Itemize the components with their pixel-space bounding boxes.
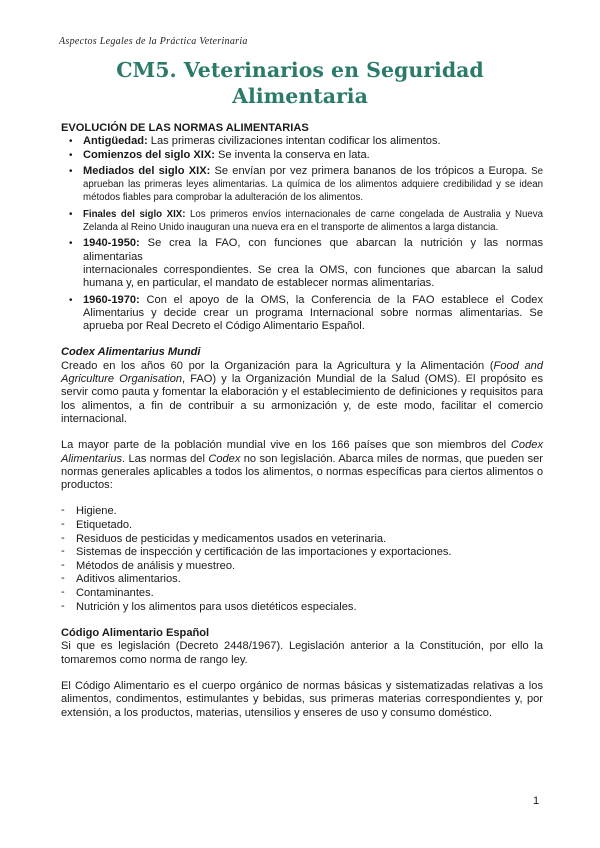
bullet-icon: •	[69, 165, 73, 177]
list-item	[61, 560, 543, 574]
list-item	[61, 533, 543, 547]
evolution-list	[61, 135, 543, 333]
item-label: Finales del siglo XIX:	[83, 208, 186, 220]
text-run-italic: Codex	[208, 452, 241, 465]
codigo-paragraph-2: El Código Alimentario es el cuerpo orgánico de normas básicas y sistematizadas relativas a los alimentos, condimentos, estimulantes y bebidas, sus primeras materias correspondientes y, por extensión, a los productos, materias, utensilios y enseres de uso y consumo doméstico.	[61, 680, 543, 719]
codex-paragraph-2	[61, 439, 543, 492]
page-title	[60, 57, 540, 109]
text-run: no son legislación. Abarca miles de normas, que pueden ser normas generales aplicables a todos los alimentos, o normas específicas para ciertos alimentos o productos:	[61, 452, 544, 492]
list-item	[61, 587, 543, 601]
item-text: Con el apoyo de la OMS, la Conferencia de la FAO establece el Codex Alimentarius y decide crear un programa Internacional sobre normas alimentarias. Se aprueba por Real Decreto el Código Alimentario Español.	[83, 293, 543, 333]
list-item-text: Residuos de pesticidas y medicamentos usados en veterinaria.	[76, 532, 387, 545]
bullet-icon: •	[69, 238, 73, 250]
bullet-icon: •	[69, 208, 73, 220]
list-item	[69, 149, 543, 162]
bullet-icon: •	[69, 294, 73, 306]
dash-icon: -	[61, 504, 65, 517]
list-item	[69, 294, 543, 334]
list-item-text: Nutrición y los alimentos para usos dietéticos especiales.	[76, 600, 357, 613]
dash-icon: -	[61, 572, 65, 585]
text-run: . Las normas del	[122, 452, 209, 465]
document-body	[61, 122, 543, 720]
list-item-text: Aditivos alimentarios.	[76, 573, 181, 586]
item-text-small: Los primeros envíos internacionales de carne congelada de Australia y Nueva Zelanda al Reino Unido inauguran una nueva era en el transporte de alimentos a larga distancia.	[83, 208, 543, 234]
section-heading-codigo: Código Alimentario Español	[61, 627, 210, 640]
item-text: Las primeras civilizaciones intentan codificar los alimentos.	[147, 135, 441, 148]
list-item-text: Etiquetado.	[76, 519, 133, 532]
bullet-icon: •	[69, 136, 73, 148]
list-item	[69, 208, 543, 235]
dash-icon: -	[61, 518, 65, 531]
item-label: Mediados del siglo XIX:	[83, 164, 211, 177]
item-label: 1960-1970:	[83, 293, 140, 306]
list-item	[61, 601, 543, 615]
codex-norms-list	[61, 505, 543, 614]
dash-icon: -	[61, 531, 65, 544]
list-item	[61, 573, 543, 587]
list-item-text: Sistemas de inspección y certificación de las importaciones y exportaciones.	[76, 546, 452, 559]
dash-icon: -	[61, 585, 65, 598]
item-text-small: Se aprueban las primeras leyes alimentarias. La química de los alimentos adquiere credibilidad y se idean métodos fiables para comprobar la adulteración de los alimentos.	[83, 165, 544, 204]
bullet-icon: •	[69, 149, 73, 161]
item-text: Se crea la FAO, con funciones que abarcan la nutrición y las normas alimentarias	[83, 237, 543, 263]
list-item	[69, 237, 543, 290]
codex-paragraph-1	[61, 360, 543, 426]
text-run-italic: Codex Alimentarius	[61, 439, 543, 465]
text-run: Creado en los años 60 por la Organización para la Agricultura y la Alimentación (	[61, 359, 494, 372]
text-run: La mayor parte de la población mundial vive en los 166 países que son miembros del	[61, 439, 511, 452]
section-heading-codex: Codex Alimentarius Mundi	[61, 346, 201, 359]
list-item-text: Higiene.	[76, 505, 117, 518]
item-label: Antigüedad:	[83, 135, 148, 148]
list-item	[61, 519, 543, 533]
title-line-1: CM5. Veterinarios en Seguridad	[116, 58, 484, 82]
running-header: Aspectos Legales de la Práctica Veterinaria	[59, 36, 248, 47]
item-text-continued: internacionales correspondientes. Se crea la OMS, con funciones que abarcan la salud humana y, en particular, el mandato de establecer normas alimentarias.	[83, 263, 543, 290]
codigo-paragraph-1: Si que es legislación (Decreto 2448/1967). Legislación anterior a la Constitución, por ello la tomaremos como norma de rango ley.	[61, 640, 543, 666]
dash-icon: -	[61, 545, 65, 558]
page-number: 1	[533, 795, 540, 807]
list-item-text: Métodos de análisis y muestreo.	[76, 559, 236, 572]
section-heading-evolution: EVOLUCIÓN DE LAS NORMAS ALIMENTARIAS	[61, 122, 309, 134]
item-text: Se inventa la conserva en lata.	[214, 148, 370, 161]
item-text: Se envían por vez primera bananos de los trópicos a Europa.	[210, 164, 528, 177]
list-item	[69, 135, 543, 148]
list-item	[61, 505, 543, 519]
dash-icon: -	[61, 558, 65, 571]
dash-icon: -	[61, 599, 65, 612]
list-item	[69, 165, 543, 205]
text-run-italic: Food and Agriculture Organisation	[61, 359, 543, 386]
item-label: Comienzos del siglo XIX:	[83, 148, 215, 161]
item-label: 1940-1950:	[83, 237, 140, 250]
title-line-2: Alimentaria	[232, 84, 368, 108]
list-item-text: Contaminantes.	[76, 586, 154, 599]
text-run: , FAO) y la Organización Mundial de la Salud (OMS). El propósito es servir como pauta y fomentar la elaboración y el establecimiento de definiciones y requisitos para los alimentos, a fin de contribuir a su armonización y, de este modo, facilitar el comercio internacional.	[61, 373, 543, 425]
list-item	[61, 546, 543, 560]
